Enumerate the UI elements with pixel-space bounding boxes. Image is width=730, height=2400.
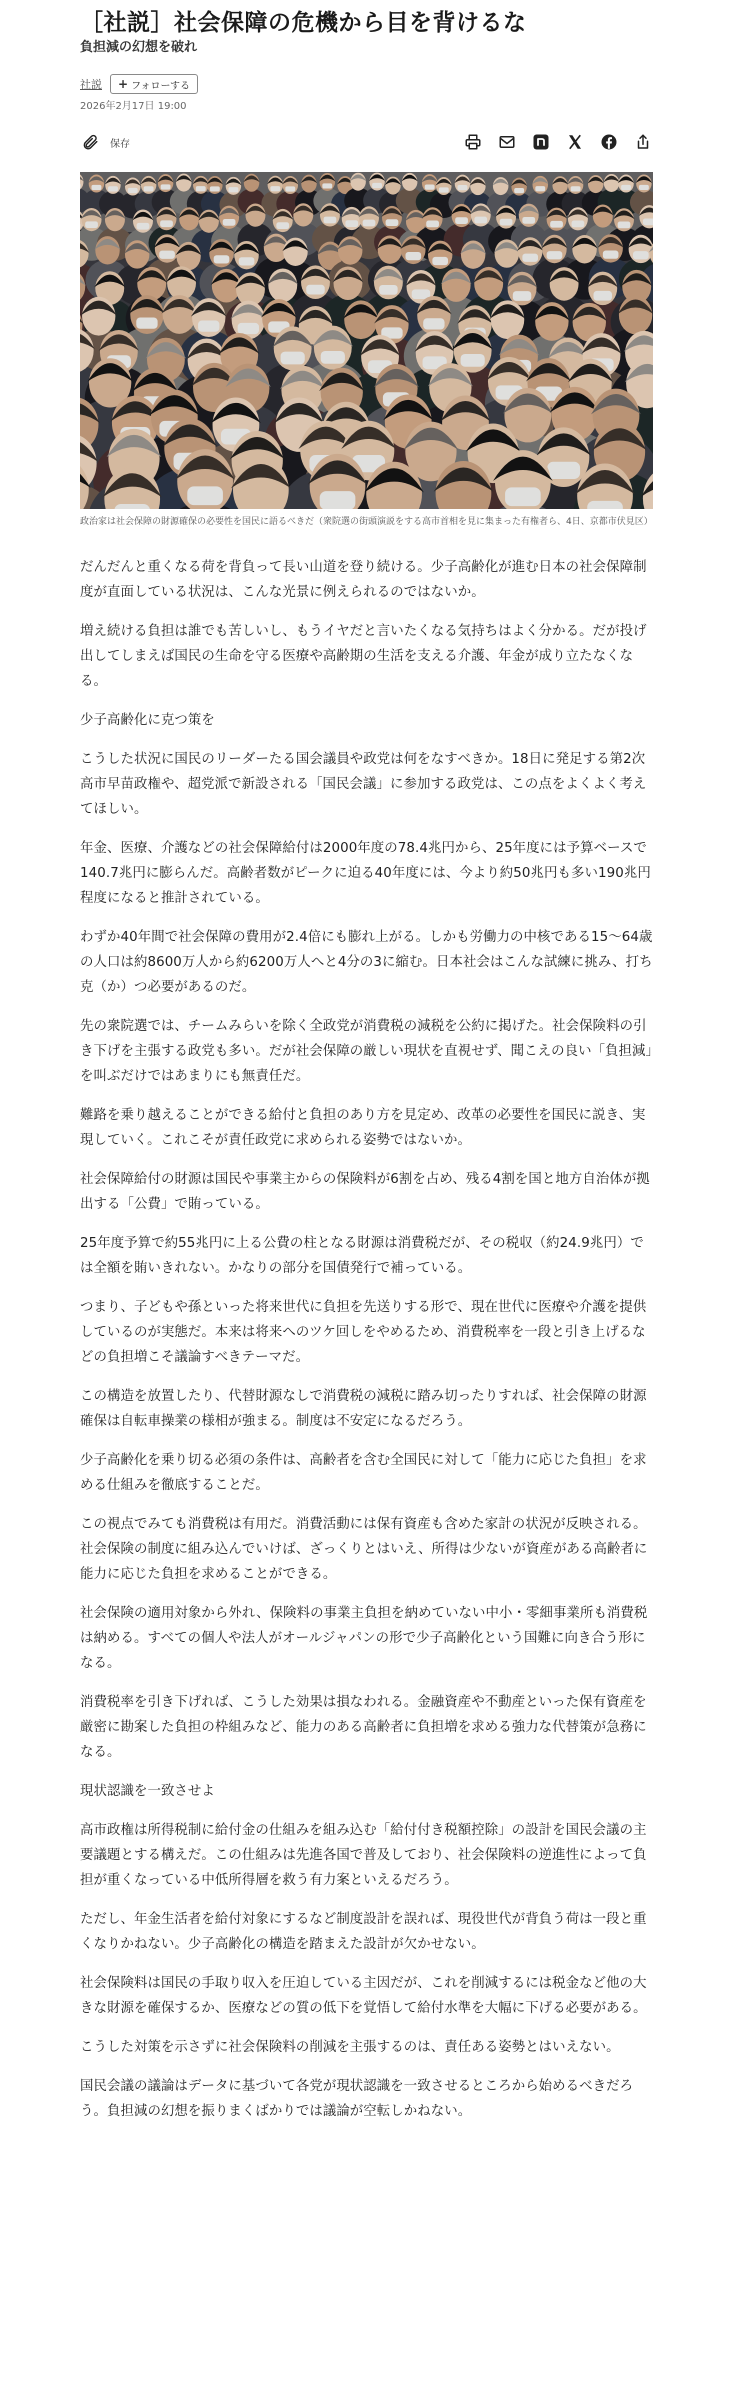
body-paragraph: つまり、子どもや孫といった将来世代に負担を先送りする形で、現在世代に医療や介護を提供しているのが実態だ。本来は将来へのツケ回しをやめるため、消費税率を一段と引き上げるなどの負担増こそ議論すべきテーマだ。 xyxy=(80,1300,647,1365)
section-heading: 現状認識を一致させよ xyxy=(80,1784,215,1799)
body-paragraph: この構造を放置したり、代替財源なしで消費税の減税に踏み切ったりすれば、社会保障の財源確保は自転車操業の様相が強まる。制度は不安定になるだろう。 xyxy=(80,1389,647,1429)
body-paragraph: 年金、医療、介護などの社会保障給付は2000年度の78.4兆円から、25年度には予算ベースで140.7兆円に膨らんだ。高齢者数がピークに迫る40年度には、今より約50兆円も多い190兆円程度になると推計されている。 xyxy=(80,841,651,906)
follow-button[interactable] xyxy=(110,74,198,94)
plus-icon: + xyxy=(118,77,129,91)
body-paragraph: こうした状況に国民のリーダーたる国会議員や政党は何をなすべきか。18日に発足する第2次高市早苗政権や、超党派で新設される「国民会議」に参加する政党は、この点をよくよく考えてほしい。 xyxy=(80,752,647,817)
section-heading: 少子高齢化に克つ策を xyxy=(80,713,215,728)
printer-icon[interactable] xyxy=(463,132,483,152)
photo-caption: 政治家は社会保障の財源確保の必要性を国民に語るべきだ（衆院選の街頭演説をする高市首相を見に集まった有権者ら、4日、京都市伏見区） xyxy=(80,517,653,527)
article-meta xyxy=(80,74,653,94)
body-paragraph: だんだんと重くなる荷を背負って長い山道を登り続ける。少子高齢化が進む日本の社会保障制度が直面している状況は、こんな光景に例えられるのではないか。 xyxy=(80,560,647,600)
body-paragraph: 先の衆院選では、チームみらいを除く全政党が消費税の減税を公約に掲げた。社会保険料の引き下げを主張する政党も多い。だが社会保障の厳しい現状を直視せず、聞こえの良い「負担減」を叫ぶだけではあまりにも無責任だ。 xyxy=(80,1019,653,1084)
body-paragraph: 増え続ける負担は誰でも苦しいし、もうイヤだと言いたくなる気持ちはよく分かる。だが投げ出してしまえば国民の生命を守る医療や高齢期の生活を支える介護、年金が成り立たなくなる。 xyxy=(80,624,647,689)
article-title: ［社説］社会保障の危機から目を背けるな xyxy=(80,10,527,36)
body-paragraph: こうした対策を示さずに社会保険料の削減を主張するのは、責任ある姿勢とはいえない。 xyxy=(80,2040,620,2055)
body-paragraph: 消費税率を引き下げれば、こうした効果は損なわれる。金融資産や不動産といった保有資産を厳密に勘案した負担の枠組みなど、能力のある高齢者に負担増を求める強力な代替策が急務になる。 xyxy=(80,1695,647,1760)
body-paragraph: ただし、年金生活者を給付対象にするなど制度設計を誤れば、現役世代が背負う荷は一段と重くなりかねない。少子高齢化の構造を踏まえた設計が欠かせない。 xyxy=(80,1912,647,1952)
body-paragraph: わずか40年間で社会保障の費用が2.4倍にも膨れ上がる。しかも労働力の中核である15〜64歳の人口は約8600万人から約6200万人へと4分の3に縮む。日本社会はこんな試練に挑み、打ち克（か）つ必要があるのだ。 xyxy=(80,930,653,995)
x-icon[interactable] xyxy=(565,132,585,152)
save-label: 保存 xyxy=(110,138,130,150)
body-paragraph: 難路を乗り越えることができる給付と負担のあり方を見定め、改革の必要性を国民に説き、実現していく。これこそが責任政党に求められる姿勢ではないか。 xyxy=(80,1108,646,1148)
article-body xyxy=(80,555,653,2138)
body-paragraph: 高市政権は所得税制に給付金の仕組みを組み込む「給付付き税額控除」の設計を国民会議の主要議題とする構えだ。この仕組みは先進各国で普及しており、社会保険料の逆進性によって負担が重くなっている中低所得層を救う有力案といえるだろう。 xyxy=(80,1823,647,1888)
facebook-icon[interactable] xyxy=(599,132,619,152)
article-subtitle: 負担減の幻想を破れ xyxy=(80,40,198,55)
note-icon[interactable] xyxy=(531,132,551,152)
crowd-photo xyxy=(80,172,653,509)
body-paragraph: 社会保障給付の財源は国民や事業主からの保険料が6割を占め、残る4割を国と地方自治体が拠出する「公費」で賄っている。 xyxy=(80,1172,650,1212)
share-toolbar xyxy=(463,132,653,152)
category-link[interactable]: 社説 xyxy=(80,78,102,91)
body-paragraph: 社会保険料は国民の手取り収入を圧迫している主因だが、これを削減するには税金など他の大きな財源を確保するか、医療などの質の低下を覚悟して給付水準を大幅に下げる必要がある。 xyxy=(80,1976,647,2016)
body-paragraph: この視点でみても消費税は有用だ。消費活動には保有資産も含めた家計の状況が反映される。社会保険の制度に組み込んでいけば、ざっくりとはいえ、所得は少ないが資産がある高齢者に能力に応じた負担を求めることができる。 xyxy=(80,1517,648,1582)
body-paragraph: 社会保険の適用対象から外れ、保険料の事業主負担を納めていない中小・零細事業所も消費税は納める。すべての個人や法人がオールジャパンの形で少子高齢化という国難に向き合う形になる。 xyxy=(80,1606,648,1671)
follow-button-label: フォローする xyxy=(131,80,191,92)
body-paragraph: 25年度予算で約55兆円に上る公費の柱となる財源は消費税だが、その税収（約24.9兆円）では全額を賄いきれない。かなりの部分を国債発行で補っている。 xyxy=(80,1236,644,1276)
article-photo xyxy=(80,172,653,509)
save-button[interactable] xyxy=(80,132,130,152)
paperclip-icon xyxy=(80,132,100,152)
share-icon[interactable] xyxy=(633,132,653,152)
publish-date: 2026年2月17日 19:00 xyxy=(80,101,187,112)
article-toolbar xyxy=(80,130,653,154)
mail-icon[interactable] xyxy=(497,132,517,152)
body-paragraph: 国民会議の議論はデータに基づいて各党が現状認識を一致させるところから始めるべきだろう。負担減の幻想を振りまくばかりでは議論が空転しかねない。 xyxy=(80,2079,634,2119)
body-paragraph: 少子高齢化を乗り切る必須の条件は、高齢者を含む全国民に対して「能力に応じた負担」を求める仕組みを徹底することだ。 xyxy=(80,1453,647,1493)
